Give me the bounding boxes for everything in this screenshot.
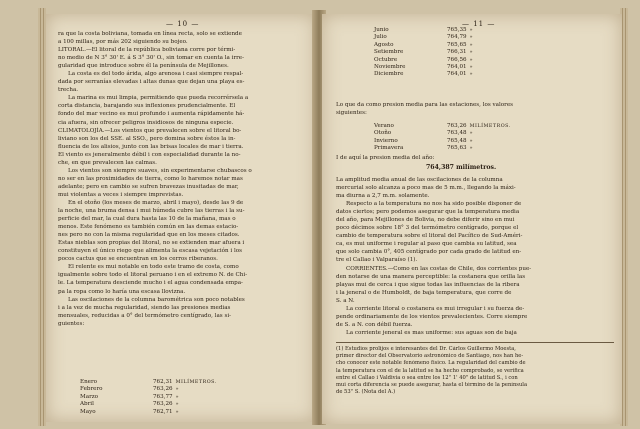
text-line: pocos cactus que se encuentran en los cerros riberanos. bbox=[58, 256, 218, 263]
text-line: CLIMATOLOJÍA.—Los vientos que prevalecen sobre el litoral bo- bbox=[58, 127, 242, 134]
text-line: datos ciertos; pero podemos asegurar que la temperatura media bbox=[336, 209, 520, 216]
pressure-table-jun-dec bbox=[374, 27, 476, 79]
text-line: liviano son los del SSE. al SSO., pero domina sobre éstos la in- bbox=[58, 135, 236, 142]
text-line: che, en que prevalecen las calmas. bbox=[58, 159, 157, 166]
text-line: En el otoño (los meses de marzo, abril i mayo), desde las 9 de bbox=[68, 199, 244, 206]
table-row bbox=[374, 64, 476, 71]
row-unit: » bbox=[469, 35, 474, 41]
right-page-text-intro bbox=[336, 101, 614, 117]
row-unit: » bbox=[469, 42, 474, 48]
row-unit: » bbox=[175, 409, 180, 415]
text-line: de S. a N. con débil fuerza. bbox=[336, 321, 413, 328]
text-line: cia afuera, sin ofrecer peligros insidiosos de ninguna especie. bbox=[58, 119, 234, 126]
table-row bbox=[374, 123, 514, 130]
text-line: mercurial solo alcanza a poco mas de 5 m.m., llegando la máxi- bbox=[336, 185, 516, 192]
table-row bbox=[374, 130, 514, 137]
text-line: no ser en las proximidades de tierra, como lo haremos notar mas bbox=[58, 175, 243, 182]
text-line: Los vientos son siempre suaves, sin experimentarse chubascos o bbox=[68, 167, 252, 174]
row-label: Febrero bbox=[80, 386, 103, 393]
footnote-rule bbox=[336, 342, 614, 343]
text-line: La corriente jeneral es mas uniforme: sus aguas son de baja bbox=[346, 329, 517, 336]
row-unit: » bbox=[469, 50, 474, 56]
page-edges-left bbox=[38, 8, 46, 426]
row-unit: » bbox=[175, 394, 180, 400]
text-line: i la jeneral o de Humboldt, de baja temperatura, que corre de bbox=[336, 289, 512, 296]
table-row bbox=[80, 394, 220, 401]
text-line: LITORAL.—El litoral de la república boliviana corre por térmi- bbox=[58, 47, 236, 54]
text-line: siguientes: bbox=[336, 110, 367, 117]
text-line: nes pero no con la misma regularidad que en los meses citados. bbox=[58, 232, 240, 239]
row-unit: » bbox=[469, 57, 474, 63]
row-label: Primavera bbox=[374, 145, 404, 152]
text-line: La marina es mui limpia, permitiendo que pueda recorrérsela a bbox=[68, 95, 249, 102]
text-line: (1) Estudios prolijos e interesantes del Dr. Cárlos Guillermo Moesta, bbox=[336, 346, 516, 352]
row-value: 765,35 bbox=[447, 27, 467, 33]
row-unit: » bbox=[469, 138, 474, 144]
text-line: cho conocer este notable fenómeno físico. La regularidad del cambio de bbox=[336, 360, 526, 367]
text-line: primer director del Observatorio astronómico de Santiago, nos han he- bbox=[336, 353, 524, 360]
text-line: mui violentas a veces i siempre imprevistas. bbox=[58, 191, 184, 198]
text-line: que solo cambia 0°, 405 centígrado por cada grado de latitud en- bbox=[336, 249, 522, 256]
text-line: menos. Este fenómeno es también común en las demas estacio- bbox=[58, 224, 239, 231]
row-unit: MILÍMETROS. bbox=[469, 124, 511, 129]
text-line: le. La temperatura desciende mucho i el agua condensada empa- bbox=[58, 280, 243, 287]
text-line: La costa es del todo árida, algo arenosa i casi siempre respal- bbox=[68, 71, 244, 78]
row-unit: » bbox=[175, 402, 180, 408]
row-label: Mayo bbox=[80, 408, 96, 415]
text-line: pa la ropa como lo haría una escasa llovizna. bbox=[58, 288, 186, 295]
text-line: La corriente litoral o costanera es mui irregular i su fuerza de- bbox=[346, 305, 525, 312]
row-label: Verano bbox=[374, 123, 394, 129]
right-page bbox=[322, 14, 622, 424]
pressure-table-jan-may bbox=[80, 379, 220, 416]
text-line: la noche, una bruma densa i mui húmeda cubre las tierras i la su- bbox=[58, 208, 245, 215]
row-label: Noviembre bbox=[374, 64, 406, 71]
row-unit: » bbox=[175, 387, 180, 393]
right-page-text-annual bbox=[336, 154, 614, 162]
text-line: S. a N. bbox=[336, 297, 355, 304]
row-unit: » bbox=[469, 28, 474, 33]
row-label: Diciembre bbox=[374, 71, 404, 78]
text-line: El relente es mui notable en todo este tramo de costa, como bbox=[68, 264, 239, 271]
text-line: i a la vez de mucha regularidad, siendo las presiones medias bbox=[58, 304, 231, 311]
right-page-text-body bbox=[336, 176, 614, 337]
text-line: fluencia de los alisios, junto con las brisas locales de mar i tierra. bbox=[58, 143, 244, 150]
table-row bbox=[374, 42, 476, 49]
row-value: 762,71 bbox=[153, 408, 173, 415]
text-line: ma diurna a 2,7 m.m. solamente. bbox=[336, 193, 430, 200]
row-value: 763,26 bbox=[153, 386, 173, 393]
text-line: poco décimos sobre 18° 3 del termómetro centígrado, porque el bbox=[336, 225, 519, 232]
season-pressure-table bbox=[374, 123, 514, 153]
left-page-text bbox=[58, 30, 310, 328]
row-value: 766,56 bbox=[447, 56, 467, 63]
row-value: 762,31 bbox=[153, 379, 173, 385]
text-line: dada por serranías elevadas i altas dunas que dejan una playa es- bbox=[58, 79, 245, 86]
row-value: 765,63 bbox=[447, 145, 467, 152]
text-line: mui corta diferencia se puede asegurar, hasta el término de la península bbox=[336, 382, 528, 389]
page-number: — 11 — bbox=[462, 20, 496, 28]
table-row bbox=[374, 27, 476, 34]
text-line: del año, para Mejillones de Bolivia, no debe diferir sino en mui bbox=[336, 217, 515, 224]
text-line: adelante; pero en cambio se sufren bravezas inusitadas de mar, bbox=[58, 183, 239, 190]
table-row bbox=[374, 34, 476, 41]
text-line: entre el Callao i Valdivia o sea entre los 12° 1' 40" de latitud S., i con bbox=[336, 374, 518, 381]
row-value: 766,31 bbox=[447, 49, 467, 56]
row-unit: » bbox=[469, 65, 474, 71]
table-row bbox=[374, 145, 514, 152]
row-label: Abril bbox=[80, 401, 94, 408]
table-row bbox=[374, 138, 514, 145]
text-line: la temperatura con el de la latitud se ha hecho comprobado, se verifica bbox=[336, 367, 524, 374]
text-line: pende ordinariamente de los vientos prevalecientes. Corre siempre bbox=[336, 313, 528, 320]
text-line: playas mui de cerca i que sigue todas las influencias de la ribera bbox=[336, 281, 520, 288]
text-line: cambio de temperatura sobre el litoral del Pacífico de Sud-Améri- bbox=[336, 233, 523, 240]
text-line: La amplitud media anual de las oscilaciones de la columna bbox=[336, 177, 503, 183]
row-label: Invierno bbox=[374, 137, 398, 144]
text-line: guientes: bbox=[58, 320, 85, 327]
row-value: 764,01 bbox=[447, 64, 467, 71]
text-line: fondo del mar vecino es mui profundo i aumenta rápidamente há- bbox=[58, 111, 245, 118]
table-row bbox=[374, 71, 476, 78]
text-line: igualmente sobre todo el litoral peruano i en el extremo N. de Chi- bbox=[58, 272, 248, 279]
text-line: Respecto a la temperatura no nos ha sido posible disponer de bbox=[346, 201, 522, 208]
left-page bbox=[46, 14, 316, 422]
row-unit: » bbox=[469, 146, 474, 152]
table-row bbox=[80, 401, 220, 408]
table-row bbox=[374, 49, 476, 56]
table-row bbox=[80, 409, 220, 416]
row-value: 765,48 bbox=[447, 137, 467, 144]
text-line: Estas nieblas son propias del litoral, no se extienden mar afuera i bbox=[58, 240, 245, 247]
row-label: Octubre bbox=[374, 56, 398, 63]
text-line: ra que la costa boliviana, tomada en línea recta, solo se extiende bbox=[58, 31, 242, 37]
row-value: 763,26 bbox=[153, 401, 173, 408]
row-label: Enero bbox=[80, 379, 98, 385]
text-line: de 53° S. (Nota del A.) bbox=[336, 389, 396, 396]
text-line: gularidad que introduce sobre él la península de Mejillones. bbox=[58, 63, 229, 70]
row-label: Agosto bbox=[374, 41, 394, 48]
row-label: Marzo bbox=[80, 393, 99, 400]
row-value: 763,77 bbox=[153, 393, 173, 400]
row-value: 764,01 bbox=[447, 71, 467, 78]
row-value: 765,65 bbox=[447, 41, 467, 48]
table-row bbox=[80, 386, 220, 393]
text-line: den notarse de una manera perceptible: la costanera que orilla las bbox=[336, 273, 526, 280]
row-unit: » bbox=[469, 72, 474, 78]
text-line: trecha. bbox=[58, 87, 79, 94]
text-line: mensuales, reducidas a 0° del termómetro centígrado, las si- bbox=[58, 312, 231, 319]
text-line: perficie del mar, la cual dura hasta las 10 de la mañana, mas o bbox=[58, 216, 236, 223]
row-value: 764,79 bbox=[447, 34, 467, 41]
row-label: Setiembre bbox=[374, 49, 404, 56]
page-number: — 10 — bbox=[166, 20, 200, 28]
table-row bbox=[374, 57, 476, 64]
table-row bbox=[80, 379, 220, 386]
text-line: CORRIENTES.—Como en las costas de Chile, dos corrientes pue- bbox=[346, 265, 532, 272]
text-line: corta distancia, barajando sus inflexiones prudencialmente. El bbox=[58, 103, 236, 110]
annual-mean-value: 764,387 milímetros. bbox=[426, 164, 497, 171]
row-unit: MILÍMETROS. bbox=[175, 380, 217, 385]
footnote bbox=[336, 346, 614, 396]
row-value: 763,48 bbox=[447, 130, 467, 137]
text-line: no medio de N 3° 30' E. á S 3° 30' O., sin tomar en cuenta la irre- bbox=[58, 55, 244, 62]
row-label: Julio bbox=[374, 34, 387, 41]
text-line: El viento es jeneralmente débil i con especialidad durante la no- bbox=[58, 151, 241, 158]
text-line: ca, es mui uniforme i regular al paso que cambia su latitud, sea bbox=[336, 241, 517, 248]
text-line: tre el Callao i Valparaíso (1). bbox=[336, 257, 418, 264]
text-line: constituyen el único riego que alimenta la escasa vejetación i los bbox=[58, 248, 243, 255]
text-line: Lo que da como presion media para las estaciones, los valores bbox=[336, 102, 514, 108]
row-value: 763,26 bbox=[447, 123, 467, 129]
text-line: a 100 millas, por más 202 siguiendo su bojeo. bbox=[58, 39, 188, 46]
row-label: Otoño bbox=[374, 130, 392, 137]
row-label: Junio bbox=[374, 27, 389, 33]
row-unit: » bbox=[469, 131, 474, 137]
text-line: I de aquí la presion media del año: bbox=[336, 155, 435, 161]
text-line: Las oscilaciones de la columna barométrica son poco notables bbox=[68, 296, 245, 303]
